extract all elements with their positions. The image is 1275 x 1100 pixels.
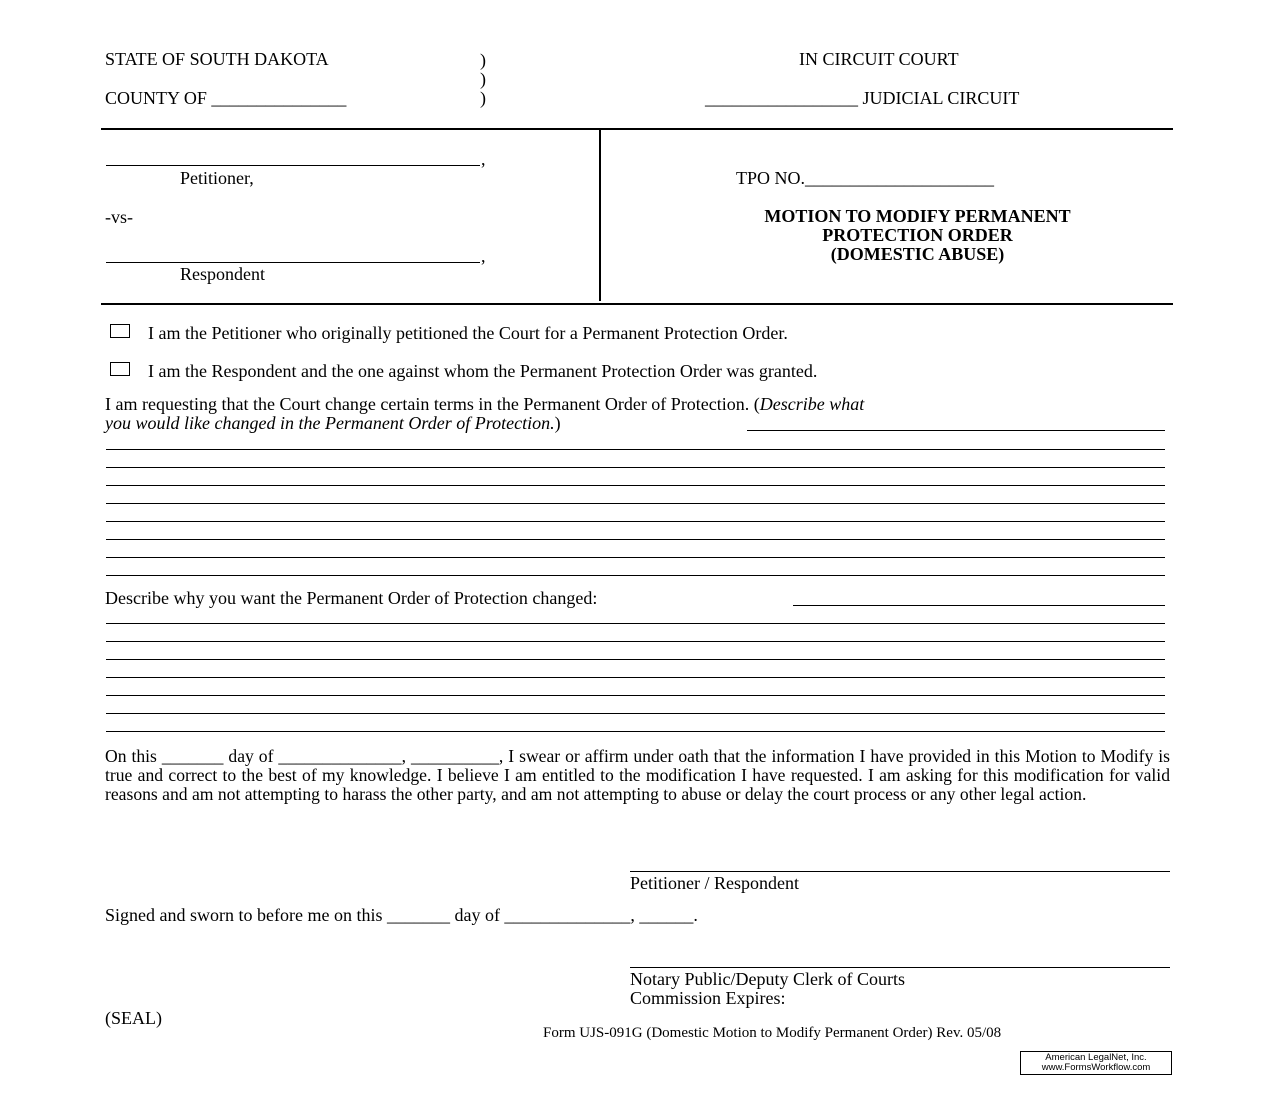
petitioner-label: Petitioner, [180,168,254,188]
request-answer-line[interactable] [747,430,1165,431]
state-name: STATE OF SOUTH DAKOTA [105,49,329,69]
reason-answer-line[interactable] [106,713,1165,714]
reason-answer-line[interactable] [106,695,1165,696]
versus-label: -vs- [105,207,133,227]
publisher-name: American LegalNet, Inc. [1045,1052,1147,1063]
caption-paren: ) [480,50,486,70]
request-answer-line[interactable] [106,539,1165,540]
reason-answer-line[interactable] [106,659,1165,660]
reason-answer-line[interactable] [106,731,1165,732]
respondent-label: Respondent [180,264,265,284]
petitioner-comma: , [481,149,486,169]
reason-answer-line[interactable] [793,605,1165,606]
signature-line[interactable] [630,871,1170,872]
respondent-comma: , [481,246,486,266]
reason-answer-line[interactable] [106,623,1165,624]
county-field: COUNTY OF _______________ [105,88,347,108]
petitioner-name-line[interactable] [106,165,480,166]
reason-answer-line[interactable] [106,641,1165,642]
tpo-number-field: TPO NO._____________________ [736,168,995,188]
caption-paren: ) [480,69,486,89]
request-answer-line[interactable] [106,449,1165,450]
caption-top-rule [101,128,1173,130]
request-text-continued: you would like changed in the Permanent Order of Protection.) [105,413,561,433]
petitioner-checkbox[interactable] [110,324,130,338]
respondent-name-line[interactable] [106,262,480,263]
caption-bottom-rule [101,303,1173,305]
commission-expires-label: Commission Expires: [630,988,786,1008]
notary-title: Notary Public/Deputy Clerk of Courts [630,969,905,989]
respondent-checkbox[interactable] [110,362,130,376]
document-title-line-2: PROTECTION ORDER [822,225,1013,245]
reason-answer-line[interactable] [106,677,1165,678]
document-title-line-1: MOTION TO MODIFY PERMANENT [764,206,1071,226]
sworn-statement: Signed and sworn to before me on this _______ day of ______________, ______. [105,905,698,925]
request-answer-line[interactable] [106,557,1165,558]
oath-statement: On this _______ day of ______________, __________, I swear or affirm under oath that the information I have provided in this Motion to Modify is true and correct to the best of my knowledge. I believe I am entitled to the modification I have requested. I am asking for this modification for valid reasons and am not attempting to harass the other party, and am not attempting to abuse or delay the court process or any other legal action. [105,746,1170,804]
document-title-line-3: (DOMESTIC ABUSE) [830,244,1005,264]
judicial-circuit-field: _________________ JUDICIAL CIRCUIT [705,88,1020,108]
caption-divider [599,130,601,301]
reason-prompt: Describe why you want the Permanent Order of Protection changed: [105,588,598,608]
request-answer-line[interactable] [106,575,1165,576]
petitioner-checkbox-label: I am the Petitioner who originally petitioned the Court for a Permanent Protection Order. [148,323,788,343]
request-text: I am requesting that the Court change certain terms in the Permanent Order of Protection. (Describe what [105,394,865,414]
publisher-logo [1020,1051,1172,1075]
notary-signature-line[interactable] [630,967,1170,968]
publisher-url: www.FormsWorkflow.com [1041,1062,1151,1073]
request-answer-line[interactable] [106,521,1165,522]
seal-label: (SEAL) [105,1008,162,1028]
form-identifier: Form UJS-091G (Domestic Motion to Modify Permanent Order) Rev. 05/08 [543,1025,1002,1041]
respondent-checkbox-label: I am the Respondent and the one against whom the Permanent Protection Order was granted. [148,361,818,381]
caption-paren: ) [480,88,486,108]
request-answer-line[interactable] [106,467,1165,468]
request-answer-line[interactable] [106,503,1165,504]
signature-label: Petitioner / Respondent [630,873,799,893]
request-answer-line[interactable] [106,485,1165,486]
court-name: IN CIRCUIT COURT [799,49,959,69]
